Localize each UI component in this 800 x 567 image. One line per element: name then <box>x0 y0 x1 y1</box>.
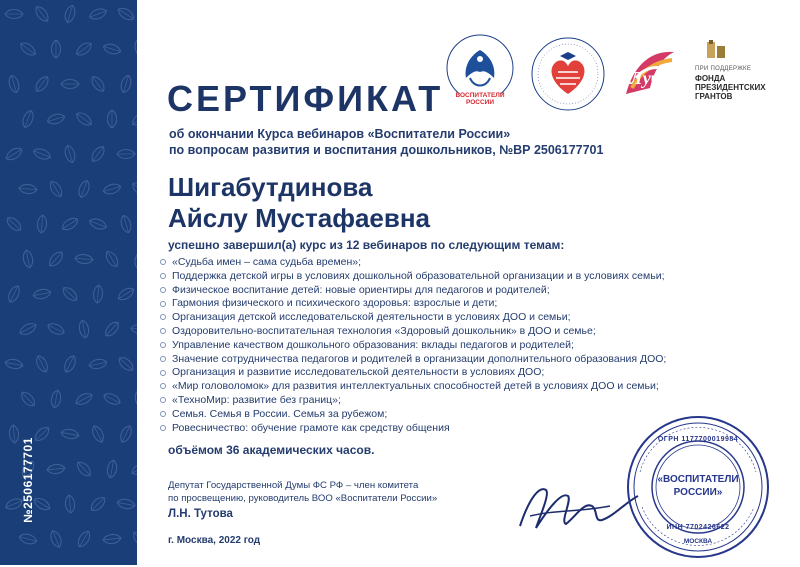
topic-item <box>160 353 666 367</box>
recipient-name <box>168 172 430 234</box>
vospitateli-rossii-logo <box>440 32 520 110</box>
topic-item <box>160 366 666 380</box>
official-stamp <box>620 412 775 562</box>
grant-presidential-text: ПРЕЗИДЕНТСКИХ <box>695 83 766 92</box>
topic-item <box>160 422 666 436</box>
topic-text: Физическое воспитание детей: новые ориентиры для педагогов и родителей; <box>172 283 550 296</box>
topic-text: «ТехноМир: развитие без границ»; <box>172 393 341 406</box>
deputy-line-1: Депутат Государственной Думы ФС РФ – член комитета <box>168 480 419 491</box>
bullet-icon <box>160 259 166 265</box>
luch-logo <box>618 44 680 104</box>
bullet-icon <box>160 370 166 376</box>
subtitle-line-2: по вопросам развития и воспитания дошкольников, №ВР 2506177701 <box>169 143 604 157</box>
presidential-grants-logo <box>695 40 785 110</box>
topic-item <box>160 297 666 311</box>
completion-statement: успешно завершил(а) курс из 12 вебинаров по следующим темам: <box>168 238 565 252</box>
stamp-inn: ИНН 7702426622 <box>666 524 730 531</box>
topic-text: Организация и развитие исследовательской деятельности в условиях ДОО; <box>172 366 545 379</box>
subtitle-line-1: об окончании Курса вебинаров «Воспитатели России» <box>169 127 511 141</box>
bullet-icon <box>160 383 166 389</box>
bullet-icon <box>160 273 166 279</box>
topic-text: «Судьба имен – сама судьба времен»; <box>172 256 362 268</box>
stamp-ogrn: ОГРН 1177700019984 <box>657 436 739 443</box>
topic-text: Оздоровительно-воспитательная технология «Здоровый дошкольник» в ДОО и семье; <box>172 324 596 337</box>
topic-text: Поддержка детской игры в условиях дошкольной образовательной организации и в условиях семьи; <box>172 269 665 282</box>
recipient-surname: Шигабутдинова <box>168 172 373 202</box>
topic-item <box>160 311 666 325</box>
topic-item <box>160 408 666 422</box>
deputy-line-2: по просвещению, руководитель ВОО «Воспитатели России» <box>168 493 438 504</box>
heart-emblem-logo <box>528 34 608 114</box>
bullet-icon <box>160 287 166 293</box>
partner-logos <box>440 32 780 112</box>
topic-item <box>160 380 666 394</box>
topic-item <box>160 284 666 298</box>
certificate-subtitle <box>169 126 609 158</box>
deputy-title <box>168 479 528 505</box>
svg-text:Луч: Луч <box>630 68 661 88</box>
topic-item <box>160 339 666 353</box>
topic-text: Семья. Семья в России. Семья за рубежом; <box>172 407 388 420</box>
grant-grants-text: ГРАНТОВ <box>695 92 733 101</box>
city-date: г. Москва, 2022 год <box>168 535 261 546</box>
bullet-icon <box>160 314 166 320</box>
grant-fund-text: ФОНДА <box>695 74 726 83</box>
stamp-center-line-2: РОССИИ» <box>673 487 723 498</box>
grant-fund-icon <box>705 40 735 62</box>
topic-text: «Мир головоломок» для развития интеллектуальных способностей детей в условиях ДОО и семьи; <box>172 380 659 393</box>
vospitateli-logo-text: ВОСПИТАТЕЛИ РОССИИ <box>455 92 505 106</box>
certificate-title: СЕРТИФИКАТ <box>167 78 444 119</box>
topic-text: Гармония физического и психического здоровья: взрослые и дети; <box>172 297 498 310</box>
recipient-given-names: Айслу Мустафаевна <box>168 203 431 233</box>
signer-name: Л.Н. Тутова <box>168 508 233 520</box>
topic-item <box>160 270 666 284</box>
bullet-icon <box>160 328 166 334</box>
course-hours: объёмом 36 академических часов. <box>168 443 375 457</box>
bullet-icon <box>160 301 166 307</box>
topic-item <box>160 325 666 339</box>
decorative-sidebar <box>0 0 137 565</box>
topics-list <box>160 256 666 435</box>
stamp-city: МОСКВА <box>683 538 713 545</box>
topic-item <box>160 256 666 270</box>
vertical-certificate-number: №2506177701 <box>21 437 35 523</box>
bullet-icon <box>160 397 166 403</box>
bullet-icon <box>160 342 166 348</box>
topic-text: Организация детской исследовательской деятельности в условиях ДОО и семьи; <box>172 311 571 324</box>
grant-support-text: ПРИ ПОДДЕРЖКЕ <box>695 66 752 72</box>
topic-text: Ровесничество: обучение грамоте как средству общения <box>172 421 450 434</box>
topic-text: Управление качеством дошкольного образования: вклады педагогов и родителей; <box>172 338 574 351</box>
topic-text: Значение сотрудничества педагогов и родителей в организации дополнительного образования ДОО; <box>172 352 667 365</box>
topic-item <box>160 394 666 408</box>
stamp-center-line-1: «ВОСПИТАТЕЛИ <box>657 474 739 485</box>
bullet-icon <box>160 425 166 431</box>
bullet-icon <box>160 356 166 362</box>
bullet-icon <box>160 411 166 417</box>
